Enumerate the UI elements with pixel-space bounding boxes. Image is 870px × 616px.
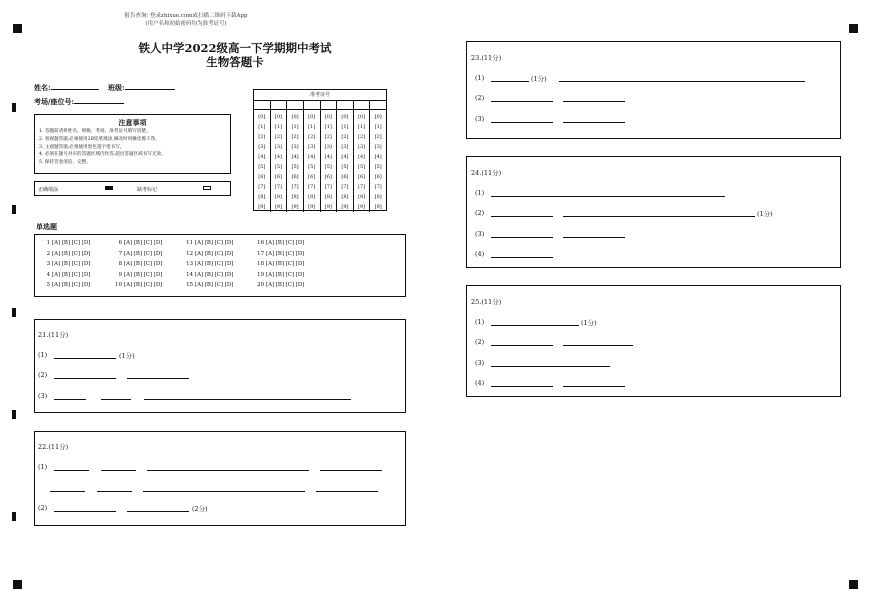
exam-id-bubble[interactable]: [9] (274, 204, 282, 210)
exam-id-bubble[interactable]: [8] (274, 194, 282, 200)
choice-number: 17 (257, 250, 264, 257)
q23-answer-line[interactable] (563, 122, 625, 123)
exam-id-bubble[interactable]: [8] (374, 194, 382, 200)
exam-id-bubble[interactable]: [4] (358, 154, 366, 160)
exam-id-bubble[interactable]: [9] (308, 204, 316, 210)
q25-answer-line[interactable] (563, 345, 633, 346)
choice-options[interactable]: [A] [B] [C] [D] (195, 261, 234, 267)
choice-number: 6 (118, 240, 122, 246)
q23-answer-line[interactable] (563, 101, 625, 102)
exam-id-bubble[interactable]: [7] (374, 184, 382, 190)
q23-answer-line[interactable] (491, 101, 553, 102)
choice-question-row[interactable] (255, 261, 304, 267)
choice-question-row[interactable] (41, 282, 90, 288)
choice-question-row[interactable] (184, 272, 233, 278)
notice-box (34, 114, 231, 174)
choice-question-row[interactable] (41, 272, 90, 278)
exam-id-bubble[interactable]: [3] (291, 144, 299, 150)
q24-answer-line[interactable] (491, 196, 725, 197)
exam-id-column (321, 110, 338, 212)
q22-part2-label: (2) (38, 504, 48, 512)
exam-id-bubble[interactable]: [8] (308, 194, 316, 200)
exam-id-bubble[interactable]: [2] (358, 134, 366, 140)
exam-id-bubble[interactable]: [2] (374, 134, 382, 140)
exam-id-bubble[interactable]: [6] (358, 174, 366, 180)
timing-mark (12, 103, 16, 112)
q25-part2-label: (2) (475, 338, 485, 346)
choice-question-row[interactable] (41, 251, 90, 257)
q21-answer-line[interactable] (144, 399, 351, 400)
choice-options[interactable]: [A] [B] [C] [D] (195, 240, 234, 246)
q22-answer-line[interactable] (316, 491, 378, 492)
choice-options[interactable]: [A] [B] [C] [D] (124, 271, 163, 278)
exam-id-column (304, 110, 321, 212)
exam-id-bubble[interactable]: [8] (358, 194, 366, 200)
exam-id-bubble[interactable]: [9] (258, 204, 266, 210)
seat-field[interactable] (34, 96, 124, 107)
choice-question-row[interactable] (255, 282, 304, 288)
exam-id-column (254, 110, 271, 212)
exam-id-bubble[interactable]: [8] (341, 194, 349, 200)
exam-id-bubble[interactable]: [9] (374, 204, 382, 210)
exam-id-bubble[interactable]: [6] (374, 174, 382, 180)
exam-id-bubble[interactable]: [1] (308, 124, 316, 130)
exam-id-bubble[interactable]: [1] (324, 124, 332, 130)
exam-id-bubbles[interactable] (254, 110, 386, 212)
exam-id-bubble[interactable]: [5] (374, 164, 382, 170)
q22-part2-score: (2分) (192, 505, 208, 513)
exam-id-bubble[interactable]: [1] (291, 124, 299, 130)
exam-id-bubble[interactable]: [7] (324, 184, 332, 190)
exam-id-bubble[interactable]: [0] (341, 114, 349, 120)
class-field[interactable] (108, 82, 175, 93)
page-title (120, 41, 350, 69)
fill-legend (34, 181, 231, 196)
name-field[interactable] (34, 82, 99, 93)
exam-id-bubble[interactable]: [2] (291, 134, 299, 140)
q21-part1-score: (1分) (119, 352, 135, 360)
exam-id-bubble[interactable]: [8] (324, 194, 332, 200)
timing-mark (12, 308, 16, 317)
exam-id-bubble[interactable]: [2] (258, 134, 266, 140)
q25-answer-line[interactable] (491, 325, 579, 326)
q25-answer-line[interactable] (491, 345, 553, 346)
absent-checkbox[interactable] (203, 186, 211, 190)
choice-options[interactable]: [A] [B] [C] [D] (195, 250, 234, 257)
exam-id-grid (253, 89, 387, 211)
q23-answer-line[interactable] (491, 81, 529, 82)
timing-mark (12, 205, 16, 214)
choice-options[interactable]: [A] [B] [C] [D] (266, 261, 305, 267)
q25-part1-label: (1) (475, 318, 485, 326)
q22-part1-label: (1) (38, 463, 48, 471)
q25-box (466, 285, 841, 397)
corner-mark-tl (13, 24, 22, 33)
exam-id-bubble[interactable]: [7] (308, 184, 316, 190)
choice-question-row[interactable] (184, 282, 233, 288)
card-title: 生物答题卡 (206, 55, 264, 69)
exam-id-bubble[interactable]: [5] (358, 164, 366, 170)
exam-id-bubble[interactable]: [2] (308, 134, 316, 140)
exam-id-bubble[interactable]: [4] (341, 154, 349, 160)
exam-id-bubble[interactable]: [4] (258, 154, 266, 160)
choice-number: 10 (115, 282, 122, 288)
choice-options[interactable]: [A] [B] [C] [D] (52, 240, 91, 246)
q22-answer-line[interactable] (147, 470, 309, 471)
q23-answer-line[interactable] (559, 81, 805, 82)
q21-answer-line[interactable] (54, 358, 116, 359)
exam-id-bubble[interactable]: [9] (358, 204, 366, 210)
report-query-note (86, 12, 286, 28)
report-query-line2: (用户名和初始密码均为准考证号) (145, 21, 227, 27)
timing-mark (12, 512, 16, 521)
notice-item: 4. 必须在题号对应的答题区域内作答,超出答题区域书写无效。 (39, 152, 166, 158)
exam-id-bubble[interactable]: [4] (308, 154, 316, 160)
q21-answer-line[interactable] (101, 399, 131, 400)
choice-number: 13 (186, 261, 193, 267)
choice-question-row[interactable] (113, 240, 162, 246)
choice-options[interactable]: [A] [B] [C] [D] (124, 261, 163, 267)
choice-options[interactable]: [A] [B] [C] [D] (52, 271, 91, 278)
q24-answer-line[interactable] (491, 216, 553, 217)
q21-answer-line[interactable] (54, 399, 86, 400)
exam-id-bubble[interactable]: [1] (258, 124, 266, 130)
exam-id-bubble[interactable]: [6] (258, 174, 266, 180)
exam-id-bubble[interactable]: [9] (291, 204, 299, 210)
corner-mark-br (849, 580, 858, 589)
choice-number: 12 (186, 250, 193, 257)
choice-question-row[interactable] (41, 261, 90, 267)
exam-id-bubble[interactable]: [9] (324, 204, 332, 210)
q21-part3-label: (3) (38, 392, 48, 400)
choice-number: 3 (46, 261, 50, 267)
choice-question-row[interactable] (113, 251, 162, 257)
exam-id-bubble[interactable]: [1] (358, 124, 366, 130)
exam-id-bubble[interactable]: [6] (274, 174, 282, 180)
q21-box (34, 319, 406, 413)
choice-number: 14 (186, 271, 193, 278)
exam-id-bubble[interactable]: [4] (374, 154, 382, 160)
q21-answer-line[interactable] (54, 378, 116, 379)
q23-answer-line[interactable] (491, 122, 553, 123)
exam-id-write-row[interactable] (254, 101, 386, 110)
choice-options[interactable]: [A] [B] [C] [D] (195, 282, 234, 288)
q23-title: 23.(11分) (471, 54, 502, 62)
exam-id-bubble[interactable]: [6] (324, 174, 332, 180)
exam-id-bubble[interactable]: [8] (291, 194, 299, 200)
choice-options[interactable]: [A] [B] [C] [D] (266, 271, 305, 278)
choice-question-row[interactable] (113, 261, 162, 267)
choice-options[interactable]: [A] [B] [C] [D] (266, 240, 305, 246)
timing-mark (12, 410, 16, 419)
choice-number: 19 (257, 271, 264, 278)
exam-id-bubble[interactable]: [0] (258, 114, 266, 120)
q22-answer-line[interactable] (54, 511, 116, 512)
exam-id-bubble[interactable]: [0] (291, 114, 299, 120)
notice-item: 1. 答题前请将姓名、班级、考场、准考证号填写清楚。 (39, 129, 151, 134)
seat-label: 考场/座位号: (34, 97, 75, 106)
exam-id-bubble[interactable]: [7] (341, 184, 349, 190)
q24-answer-line[interactable] (491, 237, 553, 238)
choice-options[interactable]: [A] [B] [C] [D] (124, 240, 163, 246)
q25-part4-label: (4) (475, 379, 485, 387)
q24-answer-line[interactable] (491, 257, 553, 258)
choice-number: 20 (257, 282, 264, 288)
choice-number: 18 (257, 261, 264, 267)
choice-number: 15 (186, 282, 193, 288)
q22-answer-line[interactable] (50, 491, 85, 492)
exam-id-bubble[interactable]: [5] (274, 164, 282, 170)
choice-number: 4 (46, 271, 50, 278)
exam-id-bubble[interactable]: [7] (258, 184, 266, 190)
notice-item: 5. 保持答卷清洁、完整。 (39, 160, 91, 166)
exam-id-column (370, 110, 386, 212)
choice-number: 8 (118, 261, 122, 267)
q22-answer-line[interactable] (143, 491, 305, 492)
q22-answer-line[interactable] (54, 470, 89, 471)
report-query-line1: 报告查询: 登录zhixue.com或扫描二维码下载App (124, 13, 248, 19)
exam-id-bubble[interactable]: [5] (291, 164, 299, 170)
exam-id-bubble[interactable]: [3] (324, 144, 332, 150)
choice-options[interactable]: [A] [B] [C] [D] (266, 250, 305, 257)
exam-id-bubble[interactable]: [0] (308, 114, 316, 120)
single-choice-box (34, 234, 406, 297)
correct-fill-label: 正确填涂 (38, 187, 59, 193)
q24-box (466, 156, 841, 268)
q21-part2-label: (2) (38, 371, 48, 379)
absent-label: 缺考标记 (137, 187, 158, 193)
exam-id-bubble[interactable]: [6] (308, 174, 316, 180)
choice-number: 11 (186, 240, 193, 246)
q25-part3-label: (3) (475, 359, 485, 367)
q21-part1-label: (1) (38, 351, 48, 359)
corner-mark-bl (13, 580, 22, 589)
name-label: 姓名: (34, 83, 51, 92)
q24-part3-label: (3) (475, 230, 485, 238)
choice-number: 16 (257, 240, 264, 246)
q23-part1-label: (1) (475, 74, 485, 82)
q25-title: 25.(11分) (471, 298, 502, 306)
notice-item: 2. 客观题答题,必须使用2B铅笔填涂,修改时用橡皮擦干净。 (39, 136, 160, 142)
exam-id-bubble[interactable]: [6] (341, 174, 349, 180)
single-choice-label: 单选题 (36, 222, 57, 231)
choice-question-row[interactable] (184, 251, 233, 257)
exam-id-bubble[interactable]: [5] (341, 164, 349, 170)
exam-id-bubble[interactable]: [5] (324, 164, 332, 170)
exam-id-bubble[interactable]: [1] (341, 124, 349, 130)
exam-title: 铁人中学2022级高一下学期期中考试 (138, 41, 332, 55)
q25-answer-line[interactable] (491, 366, 610, 367)
exam-id-bubble[interactable]: [7] (291, 184, 299, 190)
q22-box (34, 431, 406, 526)
exam-id-column (271, 110, 288, 212)
exam-id-bubble[interactable]: [3] (374, 144, 382, 150)
exam-id-column (354, 110, 371, 212)
choice-question-row[interactable] (255, 272, 304, 278)
q22-answer-line[interactable] (127, 511, 189, 512)
q23-part3-label: (3) (475, 115, 485, 123)
exam-id-bubble[interactable]: [3] (258, 144, 266, 150)
q25-answer-line[interactable] (491, 386, 553, 387)
q23-box (466, 41, 841, 139)
exam-id-column (337, 110, 354, 212)
exam-id-bubble[interactable]: [0] (274, 114, 282, 120)
exam-id-bubble[interactable]: [0] (374, 114, 382, 120)
choice-options[interactable]: [A] [B] [C] [D] (266, 282, 305, 288)
exam-id-bubble[interactable]: [8] (258, 194, 266, 200)
exam-id-bubble[interactable]: [6] (291, 174, 299, 180)
choice-number: 5 (46, 282, 50, 288)
q21-title: 21.(11分) (38, 331, 69, 339)
choice-number: 7 (118, 250, 122, 257)
class-label: 班级: (108, 83, 125, 92)
notice-item: 3. 主观题答题,必须使用黑色签字笔书写。 (39, 144, 125, 150)
correct-fill-swatch (105, 186, 113, 190)
q22-answer-line[interactable] (101, 470, 136, 471)
exam-id-bubble[interactable]: [1] (374, 124, 382, 130)
q24-part2-score: (1分) (757, 210, 773, 218)
exam-id-bubble[interactable]: [5] (308, 164, 316, 170)
choice-options[interactable]: [A] [B] [C] [D] (124, 282, 163, 288)
q21-answer-line[interactable] (127, 378, 189, 379)
exam-id-column (287, 110, 304, 212)
choice-question-row[interactable] (113, 272, 162, 278)
choice-options[interactable]: [A] [B] [C] [D] (124, 250, 163, 257)
exam-id-bubble[interactable]: [1] (274, 124, 282, 130)
corner-mark-tr (849, 24, 858, 33)
exam-id-bubble[interactable]: [0] (358, 114, 366, 120)
choice-question-row[interactable] (113, 282, 162, 288)
choice-options[interactable]: [A] [B] [C] [D] (195, 271, 234, 278)
exam-id-bubble[interactable]: [4] (324, 154, 332, 160)
exam-id-bubble[interactable]: [2] (274, 134, 282, 140)
q22-answer-line[interactable] (320, 470, 382, 471)
exam-id-bubble[interactable]: [2] (341, 134, 349, 140)
q24-part2-label: (2) (475, 209, 485, 217)
exam-id-bubble[interactable]: [7] (274, 184, 282, 190)
choice-question-row[interactable] (41, 240, 90, 246)
q22-answer-line[interactable] (97, 491, 132, 492)
exam-id-bubble[interactable]: [2] (324, 134, 332, 140)
choice-options[interactable]: [A] [B] [C] [D] (52, 261, 91, 267)
choice-number: 1 (46, 240, 50, 246)
choice-question-row[interactable] (255, 251, 304, 257)
exam-id-bubble[interactable]: [7] (358, 184, 366, 190)
choice-options[interactable]: [A] [B] [C] [D] (52, 250, 91, 257)
q24-part1-label: (1) (475, 189, 485, 197)
exam-id-bubble[interactable]: [3] (358, 144, 366, 150)
choice-question-row[interactable] (184, 261, 233, 267)
exam-id-bubble[interactable]: [4] (291, 154, 299, 160)
q24-answer-line[interactable] (563, 237, 625, 238)
q22-title: 22.(11分) (38, 443, 69, 451)
exam-id-bubble[interactable]: [3] (341, 144, 349, 150)
exam-id-bubble[interactable]: [5] (258, 164, 266, 170)
notice-title: 注意事项 (118, 118, 147, 127)
exam-id-bubble[interactable]: [4] (274, 154, 282, 160)
q24-title: 24.(11分) (471, 169, 502, 177)
choice-question-row[interactable] (184, 240, 233, 246)
exam-id-bubble[interactable]: [0] (324, 114, 332, 120)
q24-part4-label: (4) (475, 250, 485, 258)
choice-question-row[interactable] (255, 240, 304, 246)
q23-part1-score: (1分) (531, 75, 547, 83)
choice-options[interactable]: [A] [B] [C] [D] (52, 282, 91, 288)
q25-part1-score: (1分) (581, 319, 597, 327)
choice-number: 9 (118, 271, 122, 278)
exam-id-bubble[interactable]: [3] (308, 144, 316, 150)
exam-id-bubble[interactable]: [9] (341, 204, 349, 210)
q25-answer-line[interactable] (563, 386, 625, 387)
exam-id-title: 准考证号 (254, 90, 386, 101)
exam-id-bubble[interactable]: [3] (274, 144, 282, 150)
q23-part2-label: (2) (475, 94, 485, 102)
choice-number: 2 (46, 250, 50, 257)
q24-answer-line[interactable] (563, 216, 755, 217)
